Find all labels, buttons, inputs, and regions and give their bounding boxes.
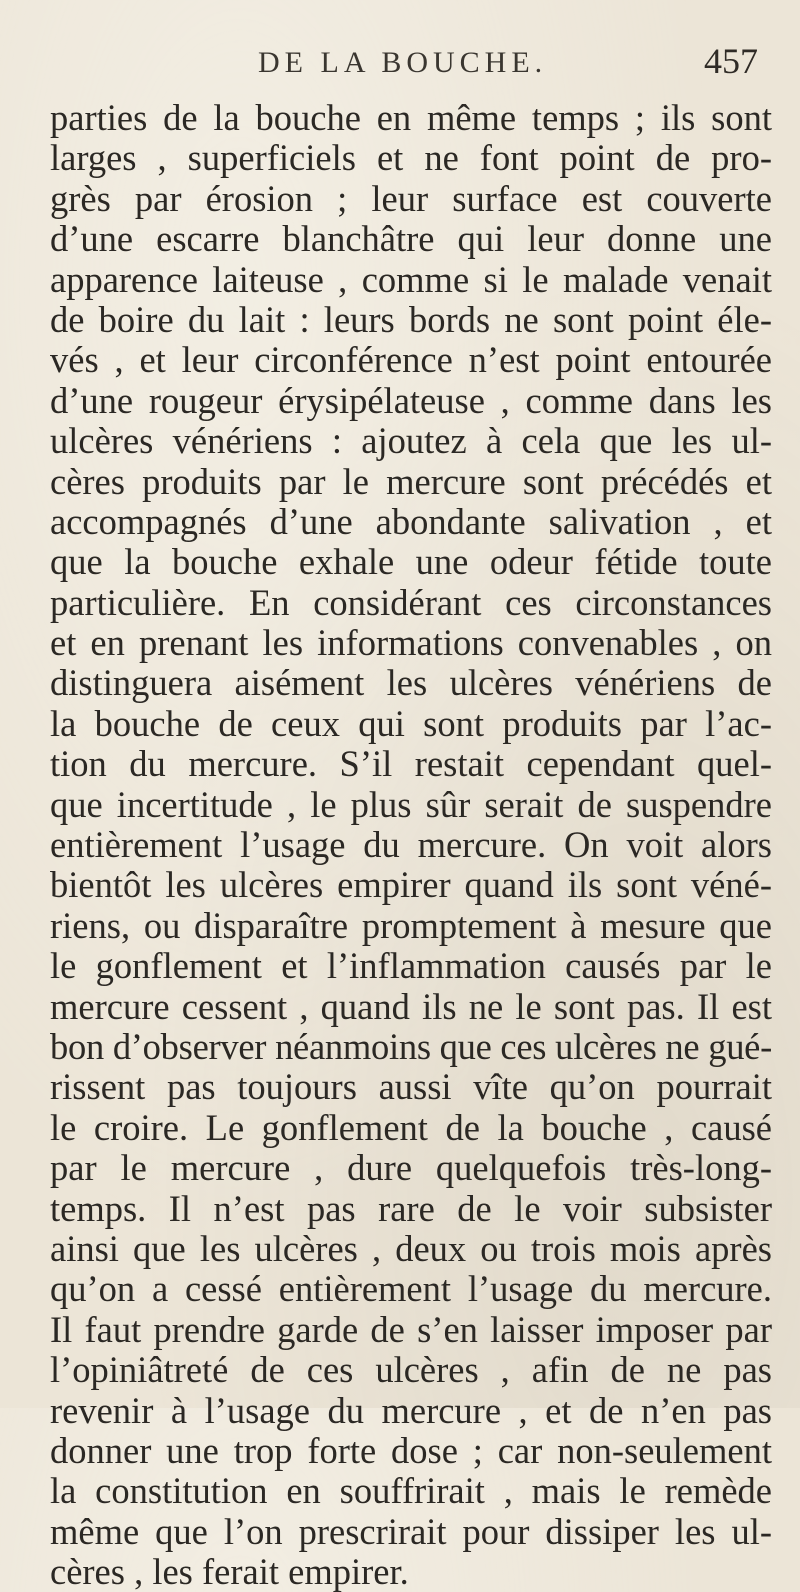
text-line: vés , et leur circonférence n’est point entourée [50, 339, 772, 381]
text-line: accompagnés d’une abondante salivation , et [50, 500, 772, 542]
body-text [50, 98, 772, 1592]
text-line: cères , les ferait empirer. [50, 1551, 409, 1592]
text-line: qu’on a cessé entièrement l’usage du mercure. [50, 1268, 772, 1310]
text-line: distinguera aisément les ulcères vénériens de [50, 662, 772, 704]
text-line: tion du mercure. S’il restait cependant quel- [50, 743, 772, 785]
text-line: grès par érosion ; leur surface est couverte [50, 177, 772, 219]
text-line: bon d’observer néanmoins que ces ulcères ne gué- [50, 1025, 772, 1067]
text-line: Il faut prendre garde de s’en laisser imposer par [50, 1308, 772, 1350]
running-title: DE LA BOUCHE. [258, 46, 548, 79]
text-line: que incertitude , le plus sûr serait de suspendre [50, 783, 772, 825]
text-line: riens, ou disparaître promptement à mesure que [50, 904, 772, 946]
text-line: l’opiniâtreté de ces ulcères , afin de ne pas [50, 1349, 772, 1391]
text-line: mercure cessent , quand ils ne le sont pas. Il est [50, 985, 772, 1027]
text-line: de boire du lait : leurs bords ne sont point éle- [50, 298, 772, 340]
text-line: rissent pas toujours aussi vîte qu’on pourrait [50, 1066, 772, 1108]
text-line: entièrement l’usage du mercure. On voit alors [50, 824, 772, 866]
text-line: ainsi que les ulcères , deux ou trois mois après [50, 1227, 772, 1269]
text-line: la constitution en souffrirait , mais le remède [50, 1470, 772, 1512]
text-line: cères produits par le mercure sont précédés et [50, 460, 772, 502]
text-line: d’une escarre blanchâtre qui leur donne une [50, 218, 772, 260]
text-line: ulcères vénériens : ajoutez à cela que les ul- [50, 420, 772, 462]
running-head [0, 40, 800, 88]
text-line: particulière. En considérant ces circonstances [50, 581, 772, 623]
text-line: le gonflement et l’inflammation causés par le [50, 945, 772, 987]
text-line: par le mercure , dure quelquefois très-long- [50, 1147, 772, 1189]
text-line: le croire. Le gonflement de la bouche , causé [50, 1106, 772, 1148]
text-line: bientôt les ulcères empirer quand ils sont véné- [50, 864, 772, 906]
text-line: même que l’on prescrirait pour dissiper les ul- [50, 1510, 772, 1552]
text-line: temps. Il n’est pas rare de le voir subsister [50, 1187, 772, 1229]
text-line: donner une trop forte dose ; car non-seulement [50, 1429, 772, 1471]
text-line: apparence laiteuse , comme si le malade venait [50, 258, 772, 300]
text-line: que la bouche exhale une odeur fétide toute [50, 541, 772, 583]
text-line: parties de la bouche en même temps ; ils sont [50, 97, 772, 138]
text-line: la bouche de ceux qui sont produits par l’ac- [50, 702, 772, 744]
text-line: larges , superficiels et ne font point de pro- [50, 137, 772, 179]
page-number: 457 [704, 41, 758, 81]
text-line: revenir à l’usage du mercure , et de n’en pas [50, 1389, 772, 1431]
text-line: d’une rougeur érysipélateuse , comme dans les [50, 379, 772, 421]
text-line: et en prenant les informations convenables , on [50, 622, 772, 664]
